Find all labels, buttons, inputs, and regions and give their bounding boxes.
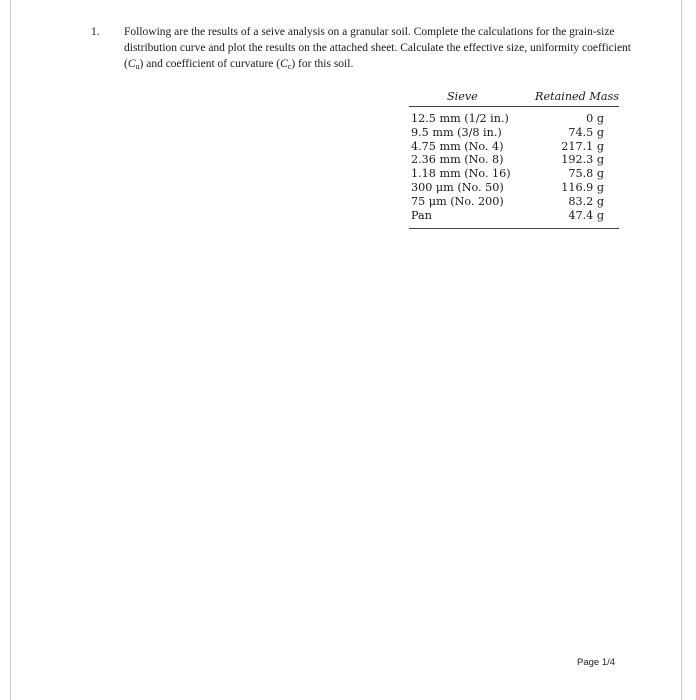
uniformity-coefficient-symbol: C (127, 58, 136, 70)
curvature-coefficient-subscript: c (287, 62, 292, 71)
sieve-size-cell: 12.5 mm (1/2 in.) (411, 112, 509, 125)
question-text-part2: ) and coefficient of curvature ( (139, 58, 281, 70)
table-row (409, 209, 619, 223)
table-row (409, 112, 619, 126)
header-retained-mass: Retained Mass (535, 90, 619, 103)
question-text (124, 24, 631, 75)
table-row (409, 126, 619, 140)
curvature-coefficient-symbol: C (280, 58, 288, 70)
sieve-size-cell: 4.75 mm (No. 4) (411, 139, 504, 153)
retained-mass-cell: 116.9 g (561, 180, 604, 194)
table-row (409, 140, 619, 154)
uniformity-coefficient-subscript: u (135, 62, 140, 71)
sieve-analysis-table (409, 86, 619, 229)
header-sieve: Sieve (447, 90, 478, 103)
table-header (409, 86, 619, 107)
retained-mass-cell: 217.1 g (561, 139, 604, 153)
table-row (409, 153, 619, 167)
retained-mass-cell: 83.2 g (568, 194, 604, 208)
sieve-size-cell: 9.5 mm (3/8 in.) (411, 125, 502, 139)
table-row (409, 167, 619, 181)
question-text-part1: Following are the results of a seive analysis on a granular soil. Complete the calculations for the grain-size distribution curve and plot the results on the attached sheet. Calculate the effective size, uniformity coefficient ( (124, 26, 631, 70)
sieve-size-cell: 75 μm (No. 200) (411, 194, 504, 208)
page-number: Page 1/4 (577, 657, 616, 668)
table-row (409, 181, 619, 195)
question-text-part3: ) for this soil. (291, 58, 354, 70)
sieve-size-cell: 2.36 mm (No. 8) (411, 153, 504, 167)
table-row (409, 195, 619, 209)
question-block (91, 24, 631, 75)
retained-mass-cell: 75.8 g (568, 167, 604, 181)
sieve-size-cell: 1.18 mm (No. 16) (411, 167, 511, 181)
document-page (10, 0, 682, 700)
retained-mass-cell: 0 g (586, 112, 604, 125)
retained-mass-cell: 74.5 g (568, 125, 604, 139)
sieve-size-cell: Pan (411, 208, 432, 222)
question-number: 1. (91, 26, 100, 38)
retained-mass-cell: 47.4 g (568, 208, 604, 222)
table-body (409, 107, 619, 229)
retained-mass-cell: 192.3 g (561, 153, 604, 167)
sieve-size-cell: 300 μm (No. 50) (411, 180, 504, 194)
